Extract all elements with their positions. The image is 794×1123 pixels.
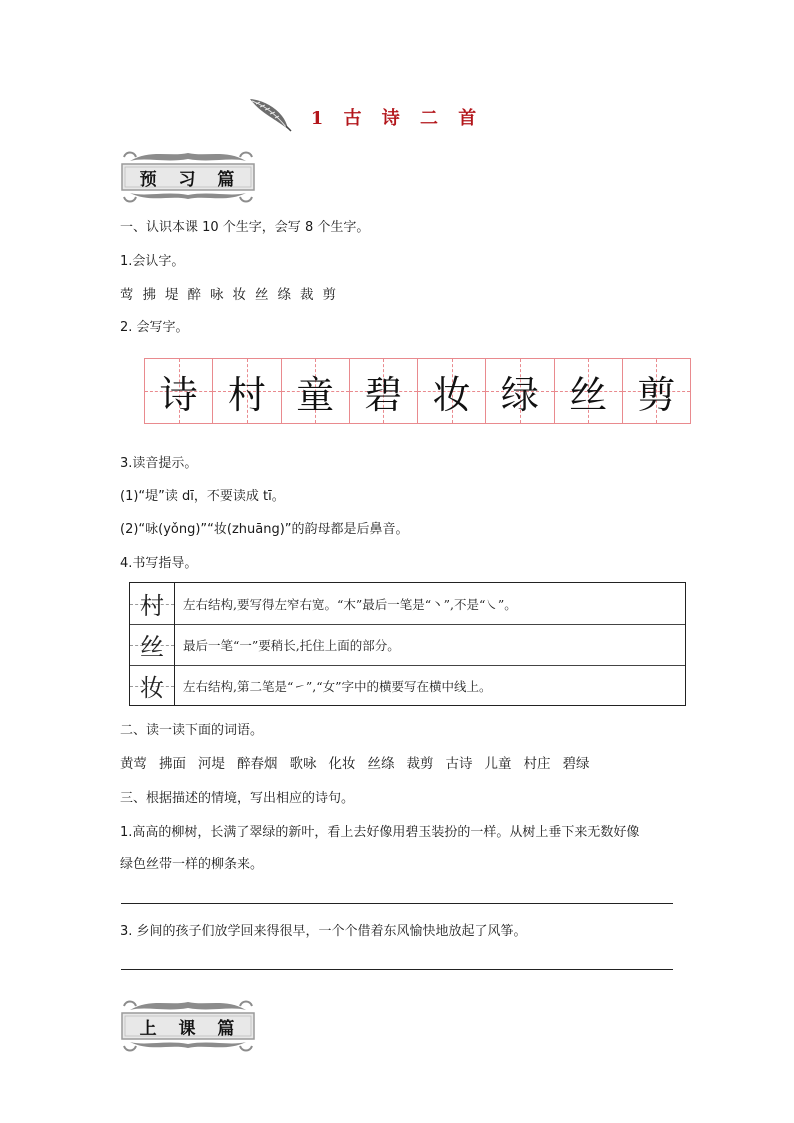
- grid-cell: [213, 359, 281, 423]
- grid-cell: [145, 359, 213, 423]
- grid-cell: [555, 359, 623, 423]
- section-banner-preview: [120, 147, 256, 205]
- read-char: 丝: [255, 287, 269, 303]
- read-char: 咏: [210, 287, 224, 303]
- read-chars-list: [120, 287, 345, 304]
- write-char: 绿: [500, 372, 539, 417]
- grid-cell: [418, 359, 486, 423]
- read-char: 妆: [232, 287, 246, 303]
- guide-text: 左右结构,要写得左窄右宽。“木”最后一笔是“丶”,不是“㇏”。: [183, 596, 517, 612]
- writing-grid: [144, 358, 691, 424]
- answer-line[interactable]: [121, 903, 673, 904]
- guide-row: [130, 583, 685, 624]
- read-char: 绦: [277, 287, 291, 303]
- pron-note-2: (2)“咏(yǒng)”“妆(zhuāng)”的韵母都是后鼻音。: [120, 522, 409, 537]
- guide-row: [130, 624, 685, 665]
- write-char: 诗: [159, 372, 198, 417]
- write-heading: 2. 会写字。: [120, 320, 189, 335]
- read-char: 醉: [187, 287, 201, 303]
- write-char: 剪: [637, 372, 676, 417]
- section-banner-label: 预 习 篇: [139, 170, 243, 190]
- q1-heading: 一、认识本课 10 个生字，会写 8 个生字。: [120, 220, 370, 235]
- word-item: 丝绦: [367, 756, 395, 772]
- answer-line[interactable]: [121, 969, 673, 970]
- word-item: 化妆: [328, 756, 356, 772]
- section-banner-label: 上 课 篇: [139, 1019, 243, 1039]
- grid-cell: [282, 359, 350, 423]
- word-item: 歌咏: [289, 756, 317, 772]
- read-heading: 1.会认字。: [120, 254, 185, 269]
- read-char: 堤: [165, 287, 179, 303]
- word-item: 村庄: [523, 756, 551, 772]
- guide-char-cell: [130, 665, 175, 706]
- word-item: 儿童: [484, 756, 512, 772]
- guide-char: 妆: [140, 674, 164, 702]
- grid-cell: [623, 359, 690, 423]
- write-char: 童: [296, 372, 335, 417]
- word-item: 裁剪: [406, 756, 434, 772]
- read-char: 裁: [300, 287, 314, 303]
- write-char: 村: [227, 372, 266, 417]
- grid-cell: [486, 359, 554, 423]
- q3-item1-line2: 绿色丝带一样的柳条来。: [120, 857, 264, 872]
- write-char: 碧: [364, 372, 403, 417]
- word-item: 古诗: [445, 756, 473, 772]
- write-char: 妆: [432, 372, 471, 417]
- pron-heading: 3.读音提示。: [120, 456, 198, 471]
- page-title: 1 古 诗 二 首: [310, 108, 484, 129]
- grid-cell: [350, 359, 418, 423]
- writing-guide-table: [129, 582, 686, 706]
- read-char: 剪: [322, 287, 336, 303]
- word-item: 河堤: [198, 756, 225, 772]
- word-item: 黄莺: [120, 756, 147, 772]
- write-char: 丝: [569, 372, 608, 417]
- q3-item3: 3. 乡间的孩子们放学回来得很早，一个个借着东风愉快地放起了风筝。: [120, 924, 527, 939]
- section-banner-lesson: [120, 996, 256, 1054]
- read-char: 拂: [142, 287, 156, 303]
- guide-char: 丝: [140, 633, 164, 661]
- pron-note-1: (1)“堤”读 dī，不要读成 tī。: [120, 489, 285, 504]
- read-char: 莺: [120, 287, 134, 303]
- words-list: [120, 756, 602, 773]
- q2-heading: 二、读一读下面的词语。: [120, 723, 264, 738]
- word-item: 醉春烟: [237, 756, 278, 772]
- guide-row: [130, 665, 685, 706]
- word-item: 拂面: [159, 756, 186, 772]
- q3-heading: 三、根据描述的情境，写出相应的诗句。: [120, 791, 355, 806]
- guide-heading: 4.书写指导。: [120, 556, 198, 571]
- word-item: 碧绿: [562, 756, 590, 772]
- guide-char: 村: [140, 592, 164, 620]
- guide-char-cell: [130, 624, 175, 665]
- guide-text: 左右结构,第二笔是“㇀”,“女”字中的横要写在横中线上。: [183, 678, 492, 694]
- guide-char-cell: [130, 583, 175, 624]
- q3-item1-line1: 1.高高的柳树，长满了翠绿的新叶，看上去好像用碧玉装扮的一样。从树上垂下来无数好像: [120, 825, 640, 840]
- guide-text: 最后一笔“一”要稍长,托住上面的部分。: [183, 637, 400, 653]
